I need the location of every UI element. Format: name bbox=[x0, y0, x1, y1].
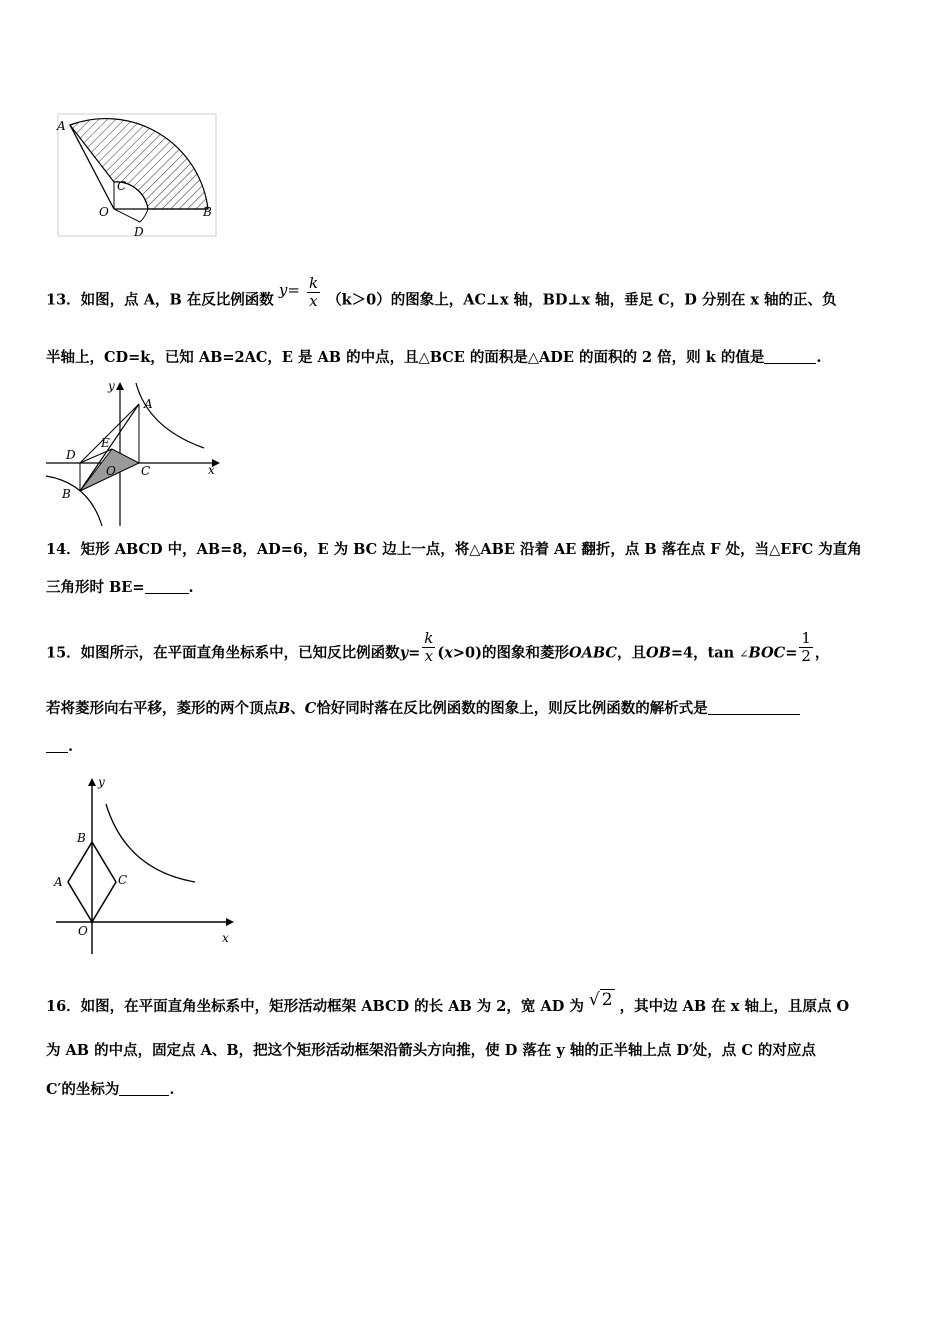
q16-line2-text: 为 AB 的中点，固定点 A、B，把这个矩形活动框架沿箭头方向推，使 D 落在 y 轴的正半轴上点 D′处，点 C 的对应点 bbox=[46, 1042, 816, 1059]
q15-figure bbox=[50, 772, 240, 957]
q15-line3 bbox=[46, 737, 73, 757]
label-o: O bbox=[78, 924, 88, 938]
q16-line2 bbox=[46, 1041, 816, 1061]
q15-xvar: x bbox=[444, 644, 453, 662]
q15-mid1: ( bbox=[437, 644, 445, 662]
q15-line2 bbox=[46, 699, 800, 719]
q15-frac-num: k bbox=[424, 629, 434, 647]
q15-half bbox=[799, 630, 813, 665]
label-a: A bbox=[144, 397, 153, 411]
q15-oabc: OABC bbox=[569, 644, 617, 662]
label-o: O bbox=[99, 205, 109, 219]
q16-line3 bbox=[46, 1080, 174, 1100]
q14-line1 bbox=[46, 540, 862, 560]
q15-end: . bbox=[68, 738, 74, 755]
q14-line2 bbox=[46, 578, 194, 598]
label-x: x bbox=[208, 463, 215, 477]
q15-frac-den: x bbox=[424, 647, 434, 665]
curve-hyperbola bbox=[106, 804, 195, 882]
q16-end: . bbox=[169, 1081, 175, 1098]
q14-end: . bbox=[188, 579, 194, 596]
q15-ob: OB bbox=[645, 644, 671, 662]
label-e: E bbox=[101, 436, 110, 450]
q13-line2-text: 半轴上，CD=k，已知 AB=2AC，E 是 AB 的中点，且△BCE 的面积是△ADE 的面积的 2 倍，则 k 的值是 bbox=[46, 349, 765, 366]
y-axis-arrow bbox=[116, 382, 124, 390]
q13-frac-num: k bbox=[308, 274, 319, 292]
label-b: B bbox=[77, 831, 86, 845]
q15-mid4: =4，tan bbox=[670, 644, 735, 662]
sector-figure bbox=[55, 112, 220, 242]
q16-line3-text: C′的坐标为 bbox=[46, 1081, 120, 1098]
q13-prefix: 13．如图，点 A，B 在反比例函数 bbox=[46, 291, 274, 309]
x-axis-arrow bbox=[226, 918, 234, 926]
q15-mid2: >0)的图象和菱形 bbox=[452, 644, 569, 662]
q15-line2-b: 恰好同时落在反比例函数的图象上，则反比例函数的解析式是 bbox=[316, 700, 708, 717]
q13-line2 bbox=[46, 348, 821, 368]
q16-sqrt: √ 2 bbox=[588, 990, 613, 1010]
q15-half-den: 2 bbox=[801, 647, 811, 665]
q15-sep: 、 bbox=[290, 700, 305, 717]
label-y: y bbox=[98, 775, 105, 789]
q14-line2-text: 三角形时 BE= bbox=[46, 579, 145, 596]
q13-y: y bbox=[278, 280, 288, 299]
label-a: A bbox=[54, 875, 63, 889]
q15-fraction bbox=[422, 630, 435, 665]
label-b: B bbox=[203, 205, 212, 219]
q13-fraction bbox=[307, 275, 320, 310]
q15-y-eq: y= bbox=[399, 644, 421, 662]
label-a: A bbox=[57, 119, 66, 133]
label-d: D bbox=[66, 448, 76, 462]
q13-answer-blank bbox=[764, 349, 816, 364]
q15-answer-blank-1 bbox=[708, 700, 800, 715]
q15-mid3: ，且 bbox=[616, 644, 646, 662]
q15-prefix: 15．如图所示，在平面直角坐标系中，已知反比例函数 bbox=[46, 644, 400, 662]
label-c: C bbox=[117, 179, 127, 193]
segment-od bbox=[114, 209, 140, 222]
q15-b: B bbox=[278, 700, 291, 717]
label-c: C bbox=[141, 464, 151, 478]
label-o: O bbox=[106, 464, 116, 478]
q15-line2-a: 若将菱形向右平移，菱形的两个顶点 bbox=[46, 700, 278, 717]
q15-mid5: = bbox=[785, 644, 798, 662]
q13-eq: = bbox=[287, 280, 300, 299]
label-b: B bbox=[62, 487, 71, 501]
q15-line1 bbox=[46, 629, 830, 671]
q16-sqrt-value: 2 bbox=[601, 990, 613, 1010]
q13-line1 bbox=[46, 274, 837, 318]
q14-line1-text: 14．矩形 ABCD 中，AB=8，AD=6，E 为 BC 边上一点，将△ABE 沿着 AE 翻折，点 B 落在点 F 处，当△EFC 为直角 bbox=[46, 541, 862, 558]
q13-frac-den: x bbox=[309, 292, 318, 310]
q16-answer-blank bbox=[119, 1081, 169, 1096]
q16-suffix: ，其中边 AB 在 x 轴上，且原点 O bbox=[619, 998, 850, 1015]
q16-prefix: 16．如图，在平面直角坐标系中，矩形活动框架 ABCD 的长 AB 为 2，宽 AD 为 bbox=[46, 998, 584, 1015]
q15-boc: BOC bbox=[748, 644, 786, 662]
label-x: x bbox=[222, 931, 229, 945]
q13-condition: （k＞0）的图象上，AC⊥x 轴，BD⊥x 轴，垂足 C，D 分别在 x 轴的正、负 bbox=[327, 291, 837, 309]
q16-line1 bbox=[46, 990, 849, 1017]
q13-figure bbox=[44, 378, 224, 528]
q15-tail: ， bbox=[814, 644, 830, 662]
curve-first-quadrant bbox=[136, 383, 204, 448]
q15-c: C bbox=[304, 700, 317, 717]
label-y: y bbox=[108, 379, 115, 393]
q14-answer-blank bbox=[145, 579, 189, 594]
q15-answer-blank-2 bbox=[46, 738, 68, 753]
q13-end: . bbox=[816, 349, 822, 366]
label-d: D bbox=[134, 225, 144, 239]
q15-half-num: 1 bbox=[801, 629, 811, 647]
q15-angle: ∠ bbox=[739, 647, 749, 661]
y-axis-arrow bbox=[88, 778, 96, 786]
label-c: C bbox=[118, 873, 128, 887]
